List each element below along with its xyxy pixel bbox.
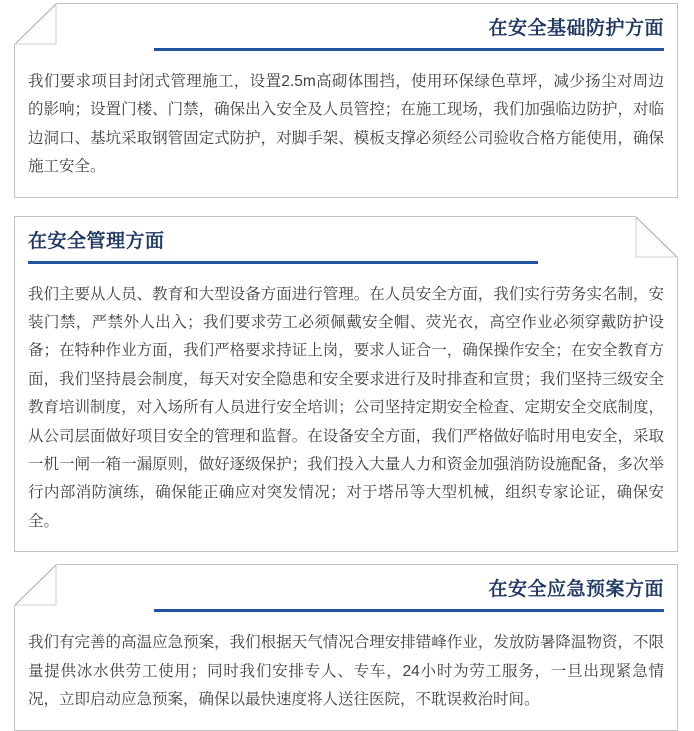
- section-header: [15, 565, 677, 612]
- section-card-emergency-plan: [14, 564, 678, 730]
- section-body-text: 我们有完善的高温应急预案，我们根据天气情况合理安排错峰作业，发放防暑降温物资，不限量提供冰水供劳工使用；同时我们安排专人、专车，24小时为劳工服务，一旦出现紧急情况，立即启动应急预案，确保以最快速度将人送往医院，不耽误救治时间。: [28, 634, 664, 709]
- title-underline: [28, 261, 538, 264]
- section-title: 在安全基础防护方面: [488, 18, 664, 39]
- section-card-basic-protection: [14, 3, 678, 198]
- section-card-safety-management: [14, 216, 678, 553]
- section-body-text: 我们要求项目封闭式管理施工，设置2.5m高砌体围挡，使用环保绿色草坪，减少扬尘对周边的影响；设置门楼、门禁，确保出入安全及人员管控；在施工现场，我们加强临边防护，对临边洞口、基坑采取钢管固定式防护，对脚手架、模板支撑必须经公司验收合格方能使用，确保施工安全。: [28, 73, 664, 176]
- section-header: [15, 4, 677, 51]
- title-underline: [154, 48, 664, 51]
- section-title: 在安全管理方面: [28, 230, 165, 252]
- section-body-text: 我们主要从人员、教育和大型设备方面进行管理。在人员安全方面，我们实行劳务实名制，安装门禁，严禁外人出入；我们要求劳工必须佩戴安全帽、荧光衣，高空作业必须穿戴防护设备；在特种作业方面，我们严格要求持证上岗，要求人证合一，确保操作安全；在安全教育方面，我们坚持晨会制度，每天对安全隐患和安全要求进行及时排查和宣贯；我们坚持三级安全教育培训制度，对入场所有人员进行安全培训；公司坚持定期安全检查、定期安全交底制度，从公司层面做好项目安全的管理和监督。在设备安全方面，我们严格做好临时用电安全，采取一机一闸一箱一漏原则，做好逐级保护；我们投入大量人力和资金加强消防设施配备，多次举行内部消防演练，确保能正确应对突发情况；对于塔吊等大型机械，组织专家论证，确保安全。: [28, 285, 664, 530]
- title-underline: [154, 609, 664, 612]
- section-title: 在安全应急预案方面: [488, 579, 664, 601]
- section-header: [15, 217, 677, 264]
